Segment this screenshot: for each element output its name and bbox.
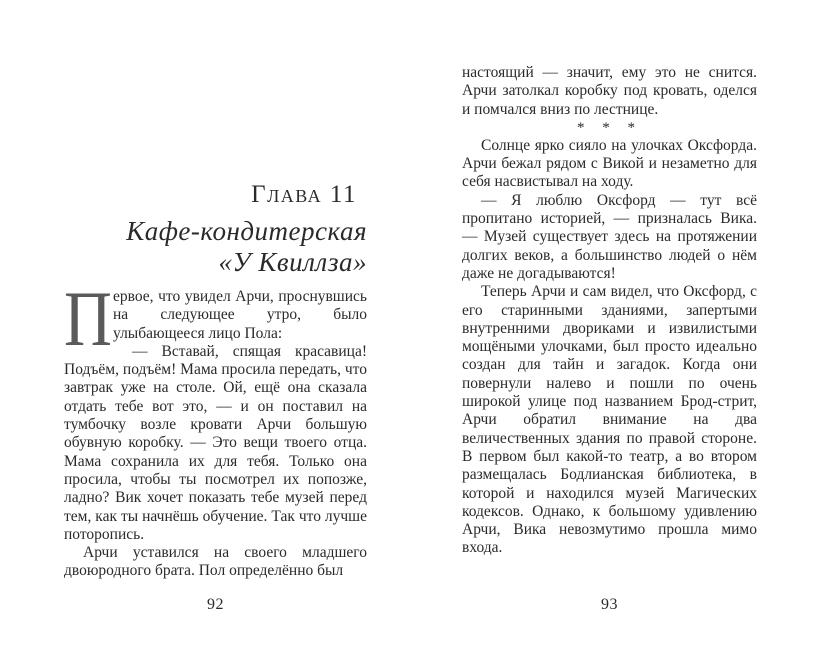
section-separator: * * * bbox=[577, 119, 642, 136]
page-number-right: 93 bbox=[601, 596, 618, 613]
paragraph: Солнце ярко сияло на улочках Оксфорда. Арчи бежал рядом с Викой и незаметно для себя насвистывал на ходу. bbox=[462, 136, 757, 191]
continuation-paragraph: настоящий — значит, ему это не снится. Арчи затолкал коробку под кровать, оделся и помчался вниз по лестнице. bbox=[462, 64, 757, 118]
paragraph: Теперь Арчи и сам видел, что Оксфорд, с его старинными зданиями, запертыми внутренними двориками и извилистыми мощёными улочками, был просто идеально создан для тайн и загадок. Когда они повернули налево и пошли по очень широкой улице под названием Брод-стрит, Арчи обратил внимание на два величественных здания по правой стороне. В первом был какой-то театр, а во втором размещалась Бодлианская библиотека, в которой и находился музей Магических кодексов. Однако, к большому удивлению Арчи, Вика невозмутимо прошла мимо входа. bbox=[462, 283, 757, 557]
chapter-title bbox=[64, 216, 367, 278]
right-page-text-block bbox=[462, 64, 757, 558]
left-page-text-block bbox=[64, 275, 367, 581]
chapter-title-line2: «У Квиллза» bbox=[218, 247, 367, 277]
drop-cap: П bbox=[64, 275, 112, 362]
page-left bbox=[64, 0, 367, 656]
paragraph: — Вставай, спящая красавица! Подъём, подъём! Мама просила передать, что завтрак уже на столе. Ой, ещё она сказала отдать тебе вот это, — и он поставил на тумбочку возле кровати Арчи большую обувную коробку. — Это вещи твоего отца. Мама сохранила их для тебя. Только она просила, чтобы ты посмотрел их попозже, ладно? Вик хочет показать тебе музей перед тем, как ты начнёшь обучение. Так что лучше поторопись. bbox=[64, 342, 367, 543]
chapter-number-label: Глава 11 bbox=[251, 181, 357, 208]
chapter-title-line1: Кафе-кондитерская bbox=[126, 216, 367, 246]
paragraph: — Я люблю Оксфорд — тут всё пропитано историей, — призналась Вика. — Музей существует здесь на протяжении долгих веков, а большинство людей о нём даже не догадываются! bbox=[462, 191, 757, 282]
opening-paragraph-text: ервое, что увидел Арчи, проснувшись на следующее утро, было улыбающееся лицо Пола: bbox=[113, 288, 367, 342]
page-right bbox=[462, 0, 757, 656]
page-number-left: 92 bbox=[207, 596, 224, 613]
paragraph: Арчи уставился на своего младшего двоюродного брата. Пол определённо был bbox=[64, 544, 367, 580]
chapter-heading bbox=[64, 181, 367, 278]
opening-paragraph bbox=[64, 275, 367, 362]
